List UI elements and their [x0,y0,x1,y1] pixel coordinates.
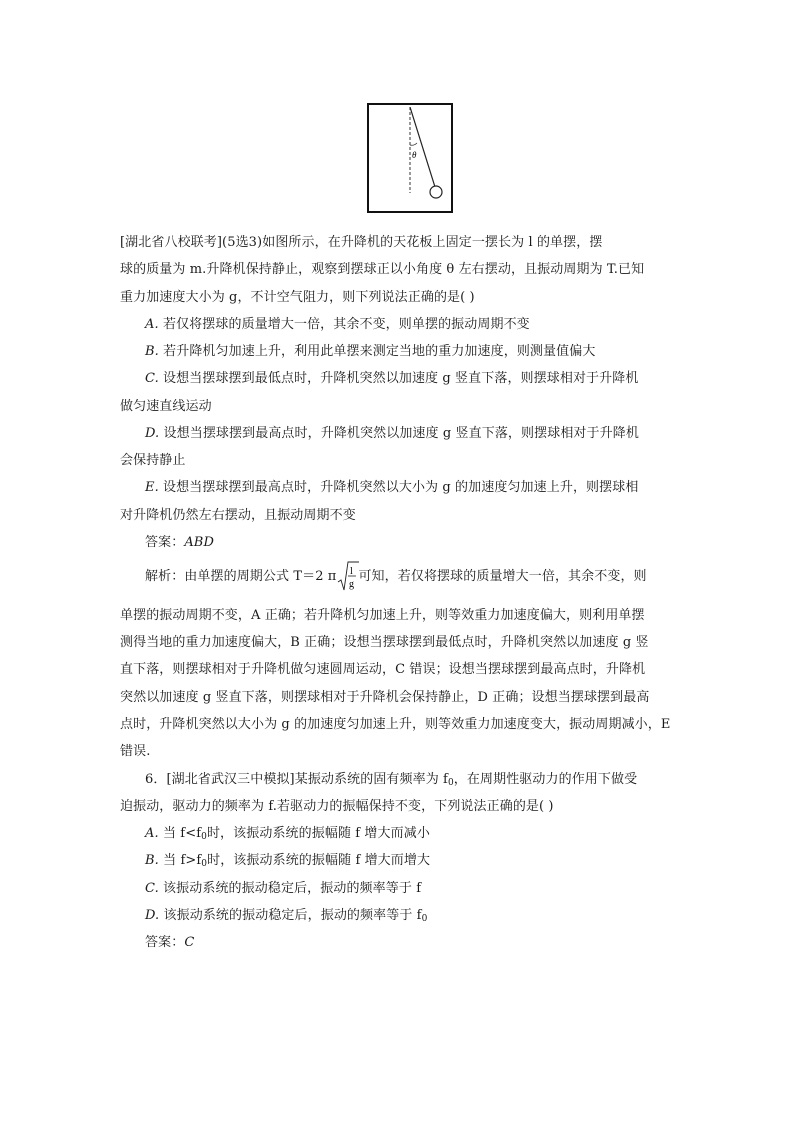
pendulum-string [410,107,435,187]
pendulum-bob [430,186,442,198]
analysis-intro: 解析：由单摆的周期公式 T＝2 π [145,569,337,584]
q6-stem-line-2: 迫振动，驱动力的频率为 f.若驱动力的振幅保持不变，下列说法正确的是( ) [120,799,554,814]
q6-option-c [145,880,421,898]
q6-stem-pre: 6．[湖北省武汉三中模拟]某振动系统的固有频率为 f [145,772,448,787]
q5-answer-value: ABD [184,535,214,550]
q6-answer [145,934,194,952]
q5-option-d-cont: 会保持静止 [120,453,186,468]
q5-option-c-text: 设想当摆球摆到最低点时，升降机突然以加速度 g 竖直下落，则摆球相对于升降机 [158,371,639,386]
q6-stem-line-1 [145,771,637,792]
pendulum-diagram [369,105,451,211]
q5-option-b [145,343,595,361]
q5-option-c-letter: C. [145,371,159,386]
q5-analysis-line-5: 突然以加速度 g 竖直下落，则摆球相对于升降机会保持静止，D 正确；设想当摆球摆到最高 [120,690,650,705]
q5-option-d-text: 设想当摆球摆到最高点时，升降机突然以加速度 g 竖直下落，则摆球相对于升降机 [159,426,639,441]
formula-numerator: l [350,566,354,577]
q6-option-b-sub: 0 [201,859,208,869]
q6-option-d-letter: D. [145,908,160,923]
q6-stem-sub: 0 [447,778,454,788]
angle-arc [410,143,417,145]
q6-answer-value: C [184,935,195,950]
formula-denominator: g [349,579,355,590]
q6-option-d-pre: 该振动系统的振动稳定后，振动的频率等于 f [159,908,422,923]
angle-label: θ [412,150,417,160]
q5-option-c [145,370,638,388]
q6-answer-label: 答案： [145,935,185,950]
q5-option-d [145,425,639,443]
sqrt-sign-icon [337,560,377,590]
analysis-intro-post: 可知，若仅将摆球的质量增大一倍，其余不变，则 [358,569,647,584]
q5-analysis-line-2: 单摆的振动周期不变，A 正确；若升降机匀加速上升，则等效重力加速度偏大，则利用单摆 [120,608,645,623]
q5-answer [145,534,214,552]
q6-option-d [145,907,427,928]
q5-analysis-line-3: 测得当地的重力加速度偏大，B 正确；设想当摆球摆到最低点时，升降机突然以加速度 g 竖 [120,635,649,650]
q6-stem-post: ，在周期性驱动力的作用下做受 [453,772,638,787]
q6-option-a-post: 时，该振动系统的振幅随 f 增大而减小 [206,826,430,841]
q5-analysis-line-1 [145,566,647,590]
q5-option-e-text: 设想当摆球摆到最高点时，升降机突然以大小为 g 的加速度匀加速上升，则摆球相 [158,480,639,495]
q6-option-a-pre: 当 f<f [158,826,202,841]
q6-option-b-letter: B. [145,853,159,868]
pendulum-figure [367,103,453,213]
q5-option-a-letter: A. [145,317,159,332]
q6-option-a [145,825,430,846]
q5-option-d-letter: D. [145,426,160,441]
q5-option-e-letter: E. [145,480,159,495]
q5-stem-line-3: 重力加速度大小为 g，不计空气阻力，则下列说法正确的是( ) [120,290,475,305]
q5-option-b-letter: B. [145,344,159,359]
q6-option-a-sub: 0 [201,832,207,842]
q5-stem-line-2: 球的质量为 m.升降机保持静止，观察到摆球正以小角度 θ 左右摆动，且振动周期为 T.已知 [120,262,645,277]
q6-option-a-letter: A. [145,826,159,841]
q5-option-a-text: 若仅将摆球的质量增大一倍，其余不变，则单摆的振动周期不变 [158,317,530,332]
q6-option-c-letter: C. [145,881,159,896]
q5-analysis-line-7: 错误. [120,744,151,759]
q5-option-a [145,316,530,334]
q5-option-b-text: 若升降机匀加速上升，利用此单摆来测定当地的重力加速度，则测量值偏大 [158,344,596,359]
q5-analysis-line-4: 直下落，则摆球相对于升降机做匀速圆周运动，C 错误；设想当摆球摆到最高点时，升降机 [120,662,646,677]
q5-option-e-cont: 对升降机仍然左右摆动，且振动周期不变 [120,508,356,523]
q5-option-e [145,479,638,497]
q6-option-c-text: 该振动系统的振动稳定后，振动的频率等于 f [158,881,422,896]
q5-option-c-cont: 做匀速直线运动 [120,399,212,414]
q6-option-b-post: 时，该振动系统的振幅随 f 增大而增大 [207,853,431,868]
q5-answer-label: 答案： [145,535,185,550]
sqrt-formula [336,566,376,590]
q6-option-b-pre: 当 f>f [158,853,202,868]
q5-stem-line-1: [湖北省八校联考](5选3)如图所示，在升降机的天花板上固定一摆长为 l 的单摆，摆 [120,235,603,250]
q6-option-b [145,852,430,873]
q5-analysis-line-6: 点时，升降机突然以大小为 g 的加速度匀加速上升，则等效重力加速度变大，振动周期减小，E [120,717,671,732]
q6-option-d-sub: 0 [421,914,428,924]
